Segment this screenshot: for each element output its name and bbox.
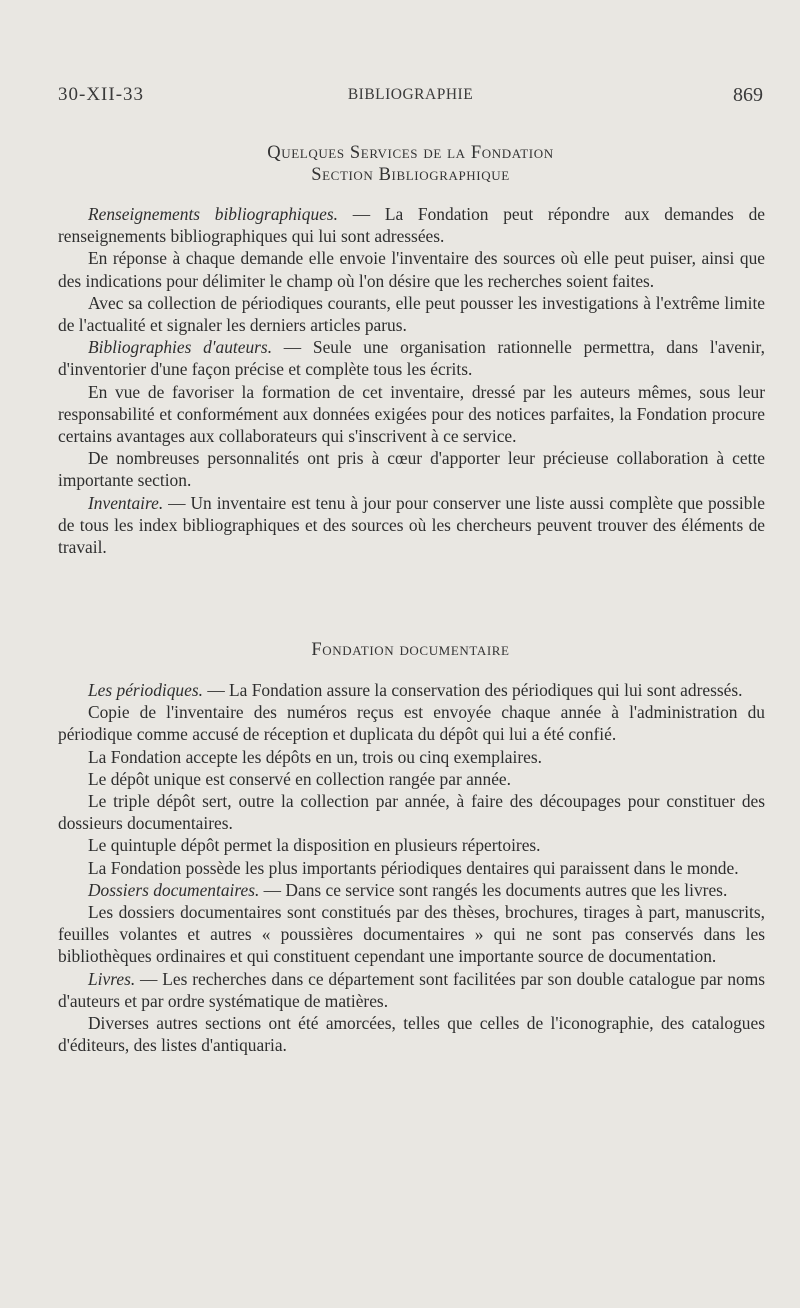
paragraph (58, 679, 765, 701)
paragraph-text: Le triple dépôt sert, outre la collection par année, à faire des découpages pour constituer des dossieurs documentaires. (58, 791, 765, 834)
paragraph-text: Le quintuple dépôt permet la disposition en plusieurs répertoires. (88, 835, 541, 856)
paragraph (58, 901, 765, 968)
paragraph-text: Le dépôt unique est conservé en collection rangée par année. (88, 768, 511, 789)
paragraph-text: De nombreuses personnalités ont pris à cœur d'apporter leur précieuse collaboration à cette importante section. (58, 448, 765, 491)
paragraph-text: — La Fondation assure la conservation des périodiques qui lui sont adressés. (202, 680, 743, 700)
section-documentaire-body (58, 679, 765, 1056)
paragraph (58, 968, 765, 1012)
paragraph-lead: Renseignements bibliographiques. (88, 204, 338, 224)
running-head (58, 84, 763, 112)
running-head-section: BIBLIOGRAPHIE (347, 86, 474, 103)
paragraph (58, 790, 765, 834)
section-heading-bibliographique: Section Bibliographique (311, 165, 510, 185)
paragraph-text: — Un inventaire est tenu à jour pour conserver une liste aussi complète que possible de tous les index bibliographiques et des sources où les chercheurs peuvent trouver des éléments de travail. (58, 492, 765, 558)
paragraph-lead: Dossiers documentaires. (88, 879, 260, 900)
paragraph-text: — Les recherches dans ce département sont facilitées par son double catalogue par noms d'auteurs et par ordre systématique de matières. (58, 968, 765, 1011)
paragraph-text: La Fondation accepte les dépôts en un, trois ou cinq exemplaires. (88, 746, 542, 767)
paragraph-text: Les dossiers documentaires sont constitués par des thèses, brochures, tirages à part, manuscrits, feuilles volantes et autres « poussières documentaires » qui ne sont pas conservés dans les bibliothèques ordinaires et qui constituent cependant une importante source de documentation. (58, 902, 765, 967)
paragraph-text: — Dans ce service sont rangés les documents autres que les livres. (259, 879, 728, 900)
paragraph (58, 768, 765, 790)
section-heading-documentaire: Fondation documentaire (311, 640, 510, 660)
paragraph-lead: Les périodiques. (88, 680, 203, 700)
paragraph (58, 247, 765, 291)
paragraph-text: Avec sa collection de périodiques courants, elle peut pousser les investigations à l'extrême limite de l'actualité et signaler les derniers articles parus. (58, 292, 765, 336)
paragraph-text: En réponse à chaque demande elle envoie l'inventaire des sources où elle peut puiser, ainsi que des indications pour délimiter le champ où l'on désire que les recherches soient faites. (58, 248, 765, 291)
paragraph (58, 447, 765, 491)
paragraph-lead: Livres. (88, 968, 136, 989)
paragraph-lead: Inventaire. (88, 492, 164, 513)
page-title: Quelques Services de la Fondation (267, 143, 554, 163)
paragraph-text: — La Fondation peut répondre aux demandes de renseignements bibliographiques qui lui sont adressées. (58, 204, 765, 247)
paragraph (58, 1012, 765, 1056)
paragraph (58, 701, 765, 745)
paragraph-lead: Bibliographies d'auteurs. (88, 337, 273, 358)
paragraph (58, 381, 765, 448)
paragraph (58, 492, 765, 559)
paragraph-text: La Fondation possède les plus importants périodiques dentaires qui paraissent dans le monde. (88, 857, 739, 878)
paragraph (58, 834, 765, 856)
paragraph (58, 336, 765, 380)
paragraph (58, 746, 765, 768)
paragraph-text: Diverses autres sections ont été amorcées, telles que celles de l'iconographie, des catalogues d'éditeurs, des listes d'antiquaria. (58, 1013, 765, 1056)
running-head-date: 30-XII-33 (58, 84, 145, 105)
paragraph-text: En vue de favoriser la formation de cet inventaire, dressé par les auteurs mêmes, sous leur responsabilité et conformément aux données exigées pour des notices parfaites, la Fondation procure certains avantages aux collaborateurs qui s'inscrivent à ce service. (58, 381, 765, 447)
paragraph-text: — Seule une organisation rationnelle permettra, dans l'avenir, d'inventorier d'une façon précise et complète tous les écrits. (58, 337, 765, 380)
paragraph (58, 203, 765, 247)
paragraph (58, 879, 765, 901)
paragraph-text: Copie de l'inventaire des numéros reçus est envoyée chaque année à l'administration du périodique comme accusé de réception et duplicata du dépôt qui lui a été confié. (58, 702, 765, 745)
section-bibliographique-body (58, 203, 765, 558)
paragraph (58, 857, 765, 879)
paragraph (58, 292, 765, 336)
page-number: 869 (733, 84, 763, 106)
